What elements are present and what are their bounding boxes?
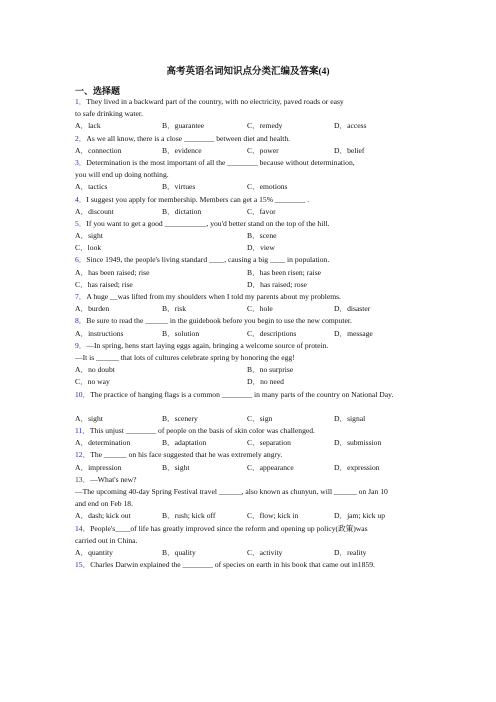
option: B．no surprise [247,365,294,375]
question-14-options [75,547,427,559]
option: B．rush; kick off [162,511,216,521]
question-13-cont: —The upcoming 40-day Spring Festival travel ______, also known as chunyun, will ______ on Jan 10 [75,487,388,497]
question-9: 9．—In spring, hens start laying eggs again, bringing a welcome source of protein. [75,340,329,350]
question-4: 4．I suggest you apply for membership. Members can get a 15% ________ . [75,194,310,204]
option: B．scenery [162,413,198,423]
question-6-options-row2 [75,279,427,291]
option: B．adaptation [162,438,207,448]
option: C．hole [247,304,273,314]
option: B．has been risen; raise [247,267,322,277]
option: D．has raised; rose [247,279,307,289]
question-1-cont: to safe drinking water. [75,109,143,119]
option: B．solution [162,328,200,338]
question-8-options [75,328,427,340]
option: B．dictation [162,206,202,216]
question-11-options [75,437,427,449]
option: C．no way [75,377,110,387]
question-5-options-row1 [75,230,427,242]
option: A．has been raised; rise [75,267,150,277]
question-15: 15．Charles Darwin explained the ________ of species on earth in his book that came out in1859. [75,560,375,570]
question-14: 14．People's____of life has greatly improved since the reform and opening up policy(政策)was [75,523,368,533]
question-10: 10．The practice of hanging flags is a common ________ in many parts of the country on National Day. [75,389,394,399]
option: B．sight [162,462,190,472]
question-3-cont: you will end up doing nothing. [75,170,169,180]
question-13: 13．—What's new? [75,474,137,484]
option: C．appearance [247,462,294,472]
option: C．activity [247,547,283,557]
question-9-options-row2 [75,376,427,388]
option: C．separation [247,438,291,448]
option: D．signal [334,413,366,423]
option: C．has raised; rise [75,279,133,289]
question-list [75,96,427,571]
question-3: 3．Determination is the most important of all the ________ because without determination, [75,157,355,167]
option: C．flow; kick in [247,511,299,521]
option: A．discount [75,206,114,216]
option: B．evidence [162,145,202,155]
question-5-options-row2 [75,242,427,254]
question-3-options [75,181,427,193]
question-11: 11．This unjust ________ of people on the basis of skin color was challenged. [75,426,315,436]
question-1-options [75,120,427,132]
option: D．submission [334,438,382,448]
question-1: 1．They lived in a backward part of the country, with no electricity, paved roads or easy [75,97,344,106]
question-6: 6．Since 1949, the people's living standard ____, causing a big ____ in population. [75,255,330,265]
question-14-cont: carried out in China. [75,535,138,545]
option: B．virtues [162,182,196,192]
option: D．view [247,243,275,253]
option: C．look [75,243,102,253]
option: A．sight [75,231,103,241]
option: D．disaster [334,304,371,314]
document-title: 高考英语名词知识点分类汇编及答案(4) [166,67,330,77]
option: A．quantity [75,547,113,557]
option: A．sight [75,413,103,423]
option: D．expression [334,462,380,472]
section-heading: 一、选择题 [75,86,121,96]
option: D．reality [334,547,367,557]
question-9-cont: —It is ______ that lots of cultures celebrate spring by honoring the egg! [75,352,295,362]
option: A．impression [75,462,122,472]
option: C．power [247,145,279,155]
question-7: 7．A huge __was lifted from my shoulders when I told my parents about my problems. [75,292,341,301]
option: D．belief [334,145,365,155]
option: A．burden [75,304,110,314]
question-13-cont2: and end on Feb 18. [75,499,133,509]
option: A．connection [75,145,122,155]
option: B．scene [247,231,277,241]
option: C．sign [247,413,273,423]
option: B．quality [162,547,196,557]
option: A．dash; kick out [75,511,131,521]
question-7-options [75,303,427,315]
question-4-options [75,206,427,218]
option: D．no need [247,377,284,387]
option: D．access [334,121,367,131]
option: D．jam; kick up [334,511,386,521]
option: C．emotions [247,182,288,192]
question-2-options [75,145,427,157]
question-13-options [75,510,427,522]
question-10-options [75,413,427,425]
option: C．favor [247,206,276,216]
option: A．determination [75,438,131,448]
option: B．guarantee [162,121,205,131]
question-5: 5．If you want to get a good ___________, you'd better stand on the top of the hill. [75,218,330,228]
question-9-options-row1 [75,364,427,376]
question-8: 8．Be sure to read the ______ in the guidebook before you begin to use the new computer. [75,316,352,326]
option: C．descriptions [247,328,297,338]
option: A．instructions [75,328,124,338]
option: C．remedy [247,121,283,131]
question-12-options [75,462,427,474]
question-12: 12．The ______ on his face suggested that he was extremely angry. [75,450,283,460]
option: A．lack [75,121,101,131]
option: A．tactics [75,182,108,192]
option: B．risk [162,304,187,314]
option: A．no doubt [75,365,115,375]
question-2: 2．As we all know, there is a close ________ between diet and health. [75,133,291,143]
option: D．message [334,328,373,338]
question-6-options-row1 [75,267,427,279]
